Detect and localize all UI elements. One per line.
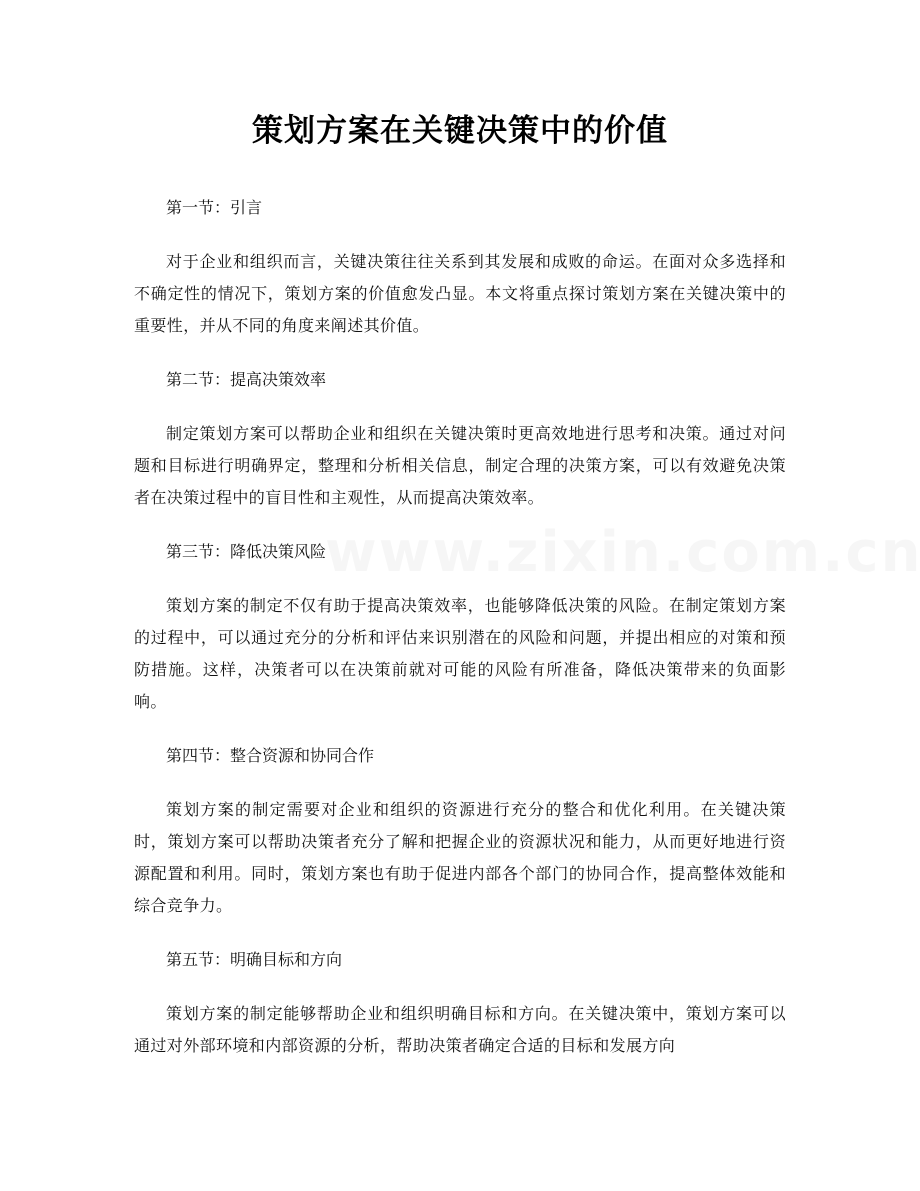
section-heading: 第二节：提高决策效率 xyxy=(166,370,327,389)
section-5 xyxy=(134,946,786,1062)
section-1 xyxy=(134,194,786,342)
section-paragraph: 策划方案的制定需要对企业和组织的资源进行充分的整合和优化利用。在关键决策时，策划方案可以帮助决策者充分了解和把握企业的资源状况和能力，从而更好地进行资源配置和利用。同时，策划方案也有助于促进内部各个部门的协同合作，提高整体效能和综合竞争力。 xyxy=(134,800,786,915)
section-heading: 第一节：引言 xyxy=(166,198,263,217)
section-3 xyxy=(134,538,786,718)
section-paragraph: 制定策划方案可以帮助企业和组织在关键决策时更高效地进行思考和决策。通过对问题和目标进行明确界定，整理和分析相关信息，制定合理的决策方案，可以有效避免决策者在决策过程中的盲目性和主观性，从而提高决策效率。 xyxy=(134,424,786,507)
section-paragraph: 策划方案的制定能够帮助企业和组织明确目标和方向。在关键决策中，策划方案可以通过对外部环境和内部资源的分析，帮助决策者确定合适的目标和发展方向 xyxy=(134,1004,786,1055)
section-heading: 第五节：明确目标和方向 xyxy=(166,950,343,969)
section-4 xyxy=(134,742,786,922)
section-paragraph: 策划方案的制定不仅有助于提高决策效率，也能够降低决策的风险。在制定策划方案的过程中，可以通过充分的分析和评估来识别潜在的风险和问题，并提出相应的对策和预防措施。这样，决策者可以在决策前就对可能的风险有所准备，降低决策带来的负面影响。 xyxy=(134,596,786,711)
document-title: 策划方案在关键决策中的价值 xyxy=(252,113,668,149)
section-heading: 第三节：降低决策风险 xyxy=(166,542,327,561)
section-heading: 第四节：整合资源和协同合作 xyxy=(166,746,375,765)
section-paragraph: 对于企业和组织而言，关键决策往往关系到其发展和成败的命运。在面对众多选择和不确定性的情况下，策划方案的价值愈发凸显。本文将重点探讨策划方案在关键决策中的重要性，并从不同的角度来阐述其价值。 xyxy=(134,252,786,335)
section-2 xyxy=(134,366,786,514)
